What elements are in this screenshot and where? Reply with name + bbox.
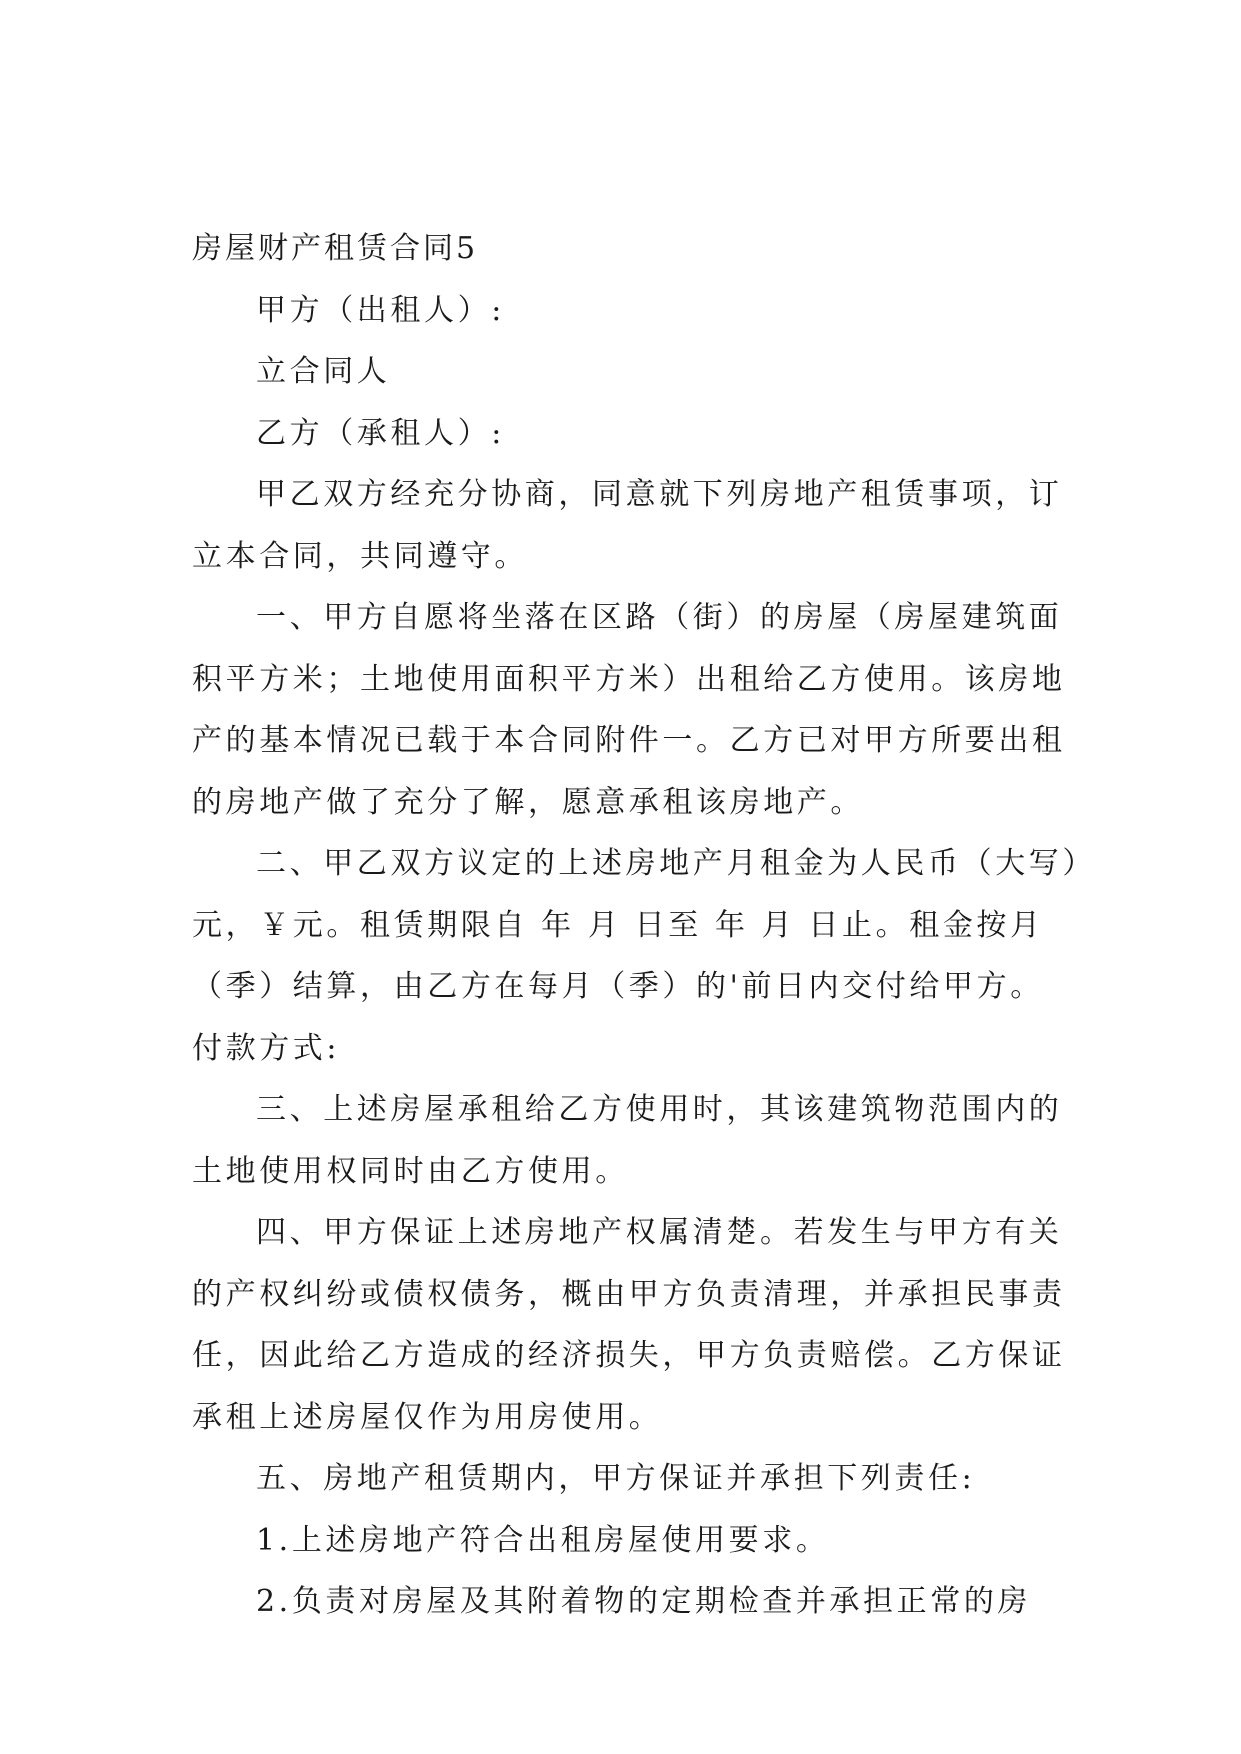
- clause-3-line: 土地使用权同时由乙方使用。: [192, 1153, 629, 1189]
- clause-2-line: 付款方式:: [192, 1030, 341, 1066]
- clause-5-line: 五、房地产租赁期内，甲方保证并承担下列责任:: [256, 1461, 976, 1496]
- clause-4-line: 任，因此给乙方造成的经济损失，甲方负责赔偿。乙方保证: [192, 1338, 1066, 1373]
- clause-1-line: 的房地产做了充分了解，愿意承租该房地产。: [192, 784, 864, 820]
- party-b-line: 乙方（承租人）:: [256, 415, 505, 451]
- list-item-1: 1.上述房地产符合出租房屋使用要求。: [256, 1522, 830, 1558]
- list-item-2: 2.负责对房屋及其附着物的定期检查并承担正常的房: [256, 1584, 1032, 1619]
- clause-4-line: 承租上述房屋仅作为用房使用。: [192, 1399, 663, 1435]
- paragraph-line: 立本合同，共同遵守。: [192, 538, 528, 574]
- clause-1-line: 产的基本情况已载于本合同附件一。乙方已对甲方所要出租: [192, 723, 1066, 758]
- paragraph-line: 甲乙双方经充分协商，同意就下列房地产租赁事项，订: [256, 477, 1063, 512]
- clause-4-line: 的产权纠纷或债权债务，概由甲方负责清理，并承担民事责: [192, 1276, 1066, 1312]
- clause-1-line: 积平方米；土地使用面积平方米）出租给乙方使用。该房地: [192, 661, 1066, 697]
- clause-3-line: 三、上述房屋承租给乙方使用时，其该建筑物范围内的: [256, 1092, 1063, 1127]
- clause-2-line: 元，￥元。租赁期限自 年 月 日至 年 月 日止。租金按月: [192, 907, 1044, 943]
- party-a-line: 甲方（出租人）:: [256, 292, 505, 328]
- clause-4-line: 四、甲方保证上述房地产权属清楚。若发生与甲方有关: [256, 1215, 1063, 1250]
- clause-2-line: （季）结算，由乙方在每月（季）的'前日内交付给甲方。: [192, 969, 1044, 1004]
- clause-1-line: 一、甲方自愿将坐落在区路（街）的房屋（房屋建筑面: [256, 600, 1063, 635]
- contract-parties-line: 立合同人: [256, 354, 391, 389]
- document-page: [192, 218, 1096, 1633]
- clause-2-line: 二、甲乙双方议定的上述房地产月租金为人民币（大写）: [256, 846, 1096, 881]
- document-title: 房屋财产租赁合同5: [192, 231, 479, 266]
